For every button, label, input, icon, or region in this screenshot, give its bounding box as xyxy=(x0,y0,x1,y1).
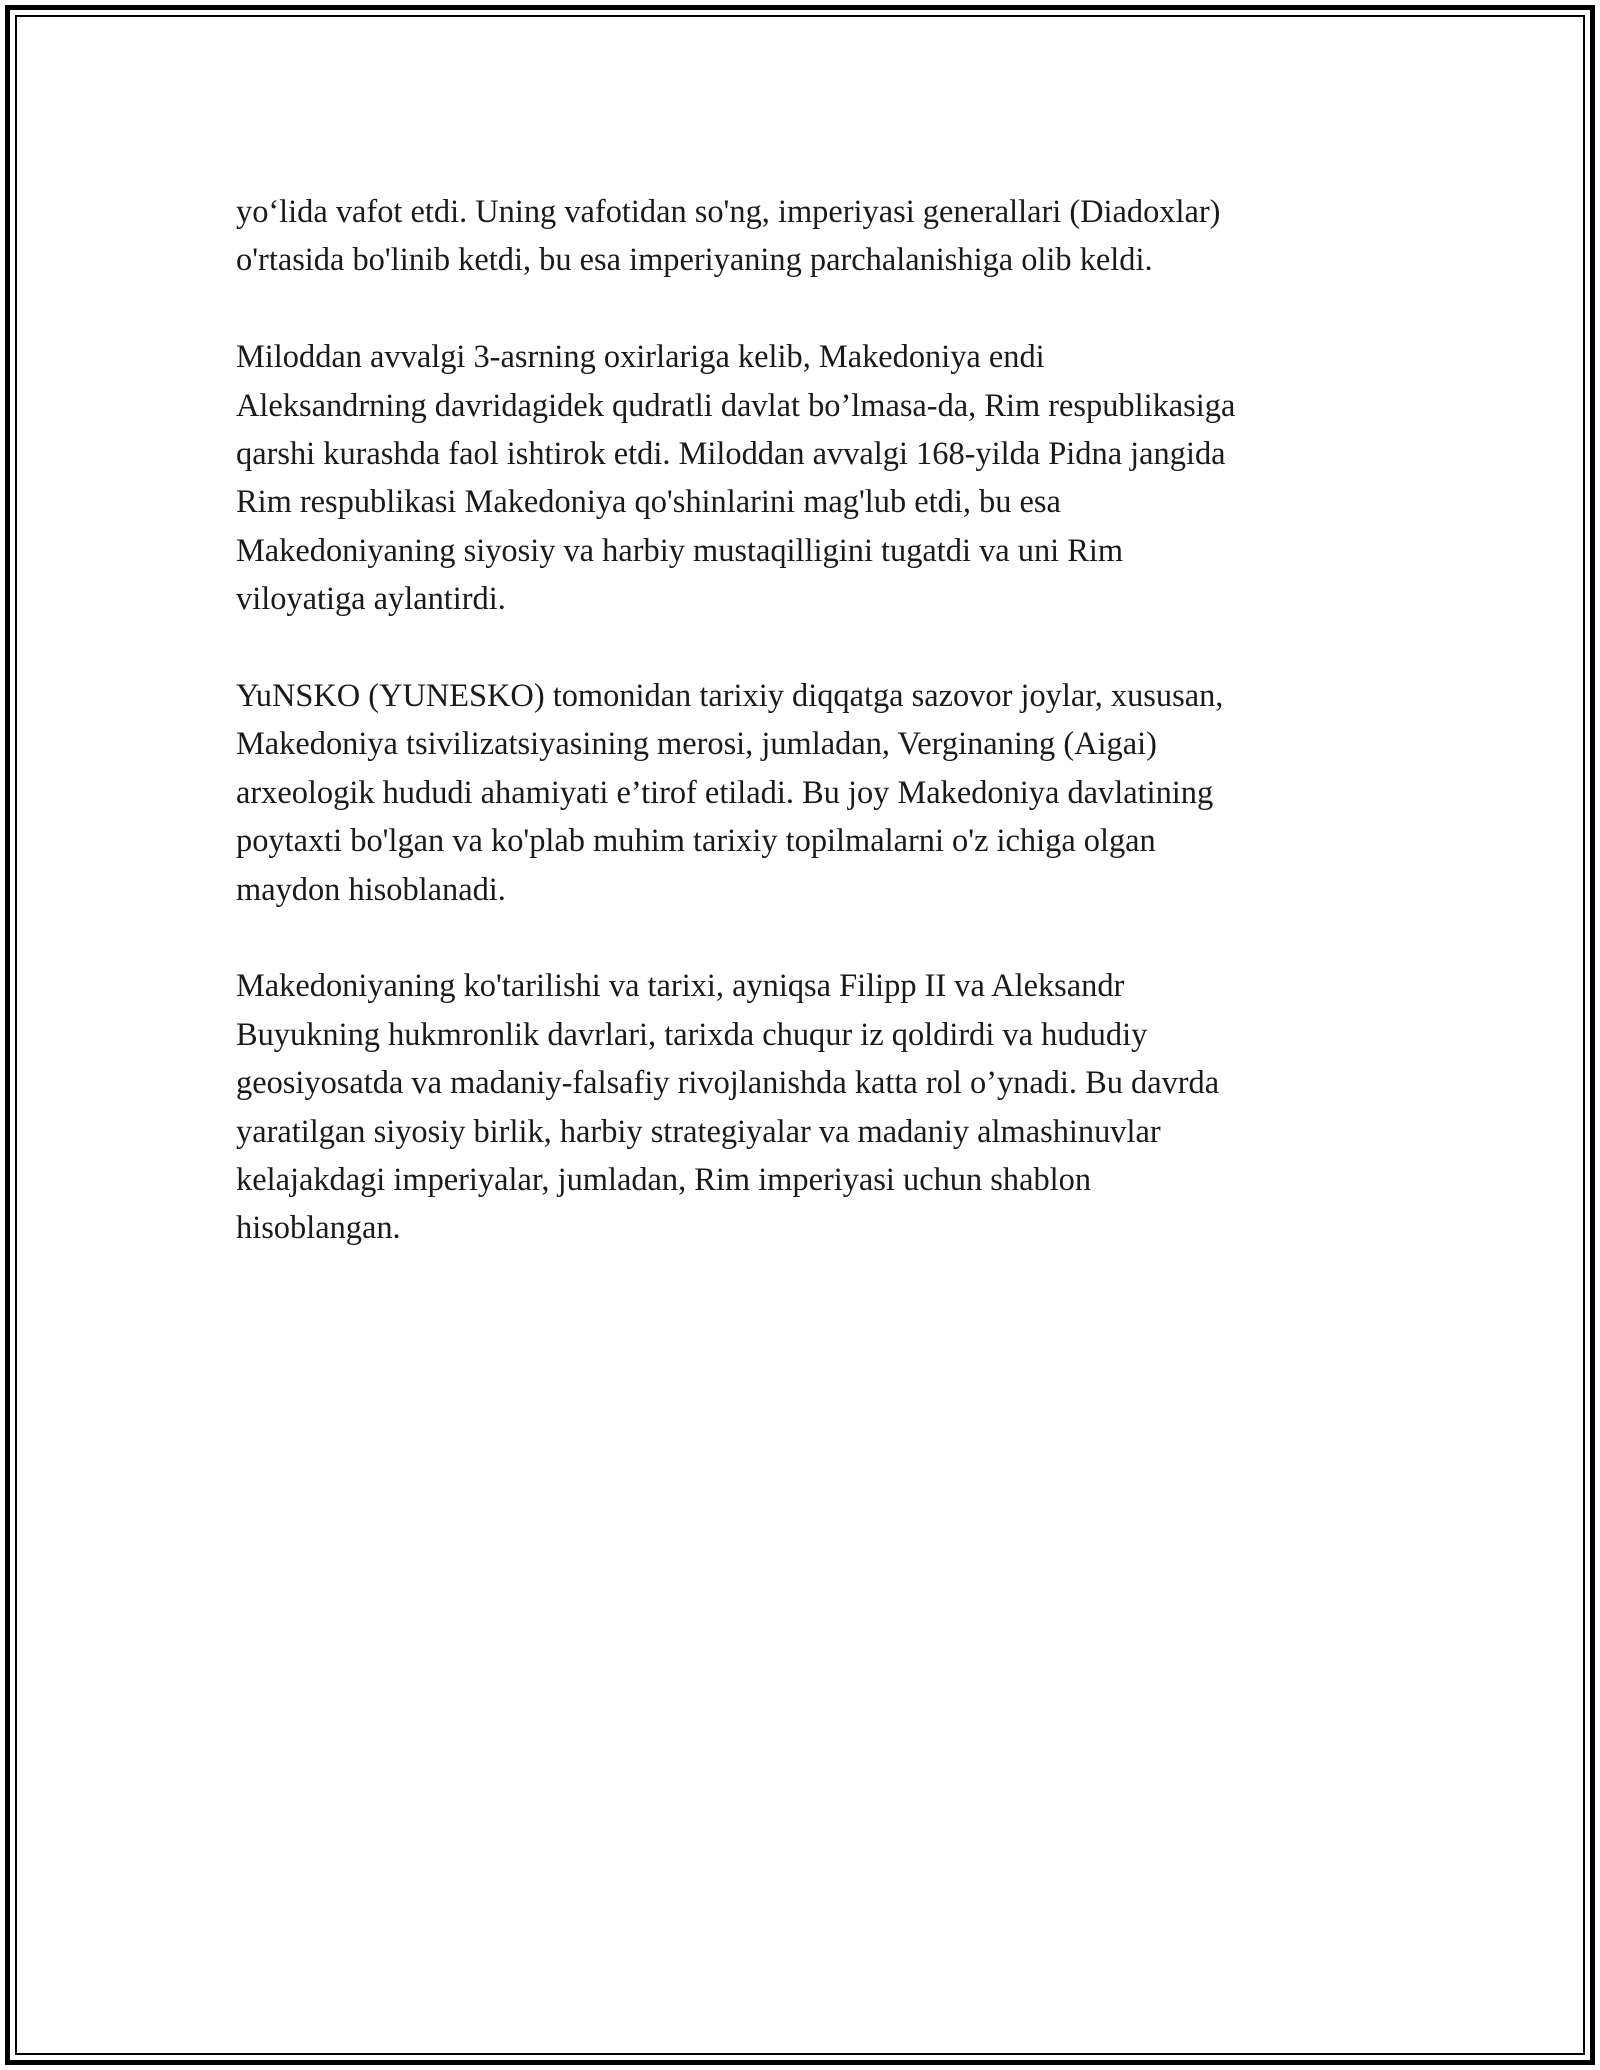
paragraph-4: Makedoniyaning ko'tarilishi va tarixi, ayniqsa Filipp II va Aleksandr Buyukning hukmronlik davrlari, tarixda chuqur iz qoldirdi va hududiy geosiyosatda va madaniy-falsafiy rivojlanishda katta rol o’ynadi. Bu davrda yaratilgan siyosiy birlik, harbiy strategiyalar va madaniy almashinuvlar kelajakdagi imperiyalar, jumladan, Rim imperiyasi uchun shablon hisoblangan. xyxy=(236,968,1220,1247)
paragraph-2: Miloddan avvalgi 3-asrning oxirlariga kelib, Makedoniya endi Aleksandrning davridagidek qudratli davlat bo’lmasa-da, Rim respublikasiga qarshi kurashda faol ishtirok etdi. Miloddan avvalgi 168-yilda Pidna jangida Rim respublikasi Makedoniya qo'shinlarini mag'lub etdi, bu esa Makedoniyaning siyosiy va harbiy mustaqilligini tugatdi va uni Rim viloyatiga aylantirdi. xyxy=(236,339,1236,618)
document-body xyxy=(236,188,1386,1301)
paragraph-1: yo‘lida vafot etdi. Uning vafotidan so'ng, imperiyasi generallari (Diadoxlar) o'rtasida bo'linib ketdi, bu esa imperiyaning parchalanishiga olib keldi. xyxy=(236,194,1221,279)
paragraph-3: YuNSKO (YUNESKO) tomonidan tarixiy diqqatga sazovor joylar, xususan, Makedoniya tsivilizatsiyasining merosi, jumladan, Verginaning (Aigai) arxeologik hududi ahamiyati e’tirof etiladi. Bu joy Makedoniya davlatining poytaxti bo'lgan va ko'plab muhim tarixiy topilmalarni o'z ichiga olgan maydon hisoblanadi. xyxy=(236,678,1224,908)
